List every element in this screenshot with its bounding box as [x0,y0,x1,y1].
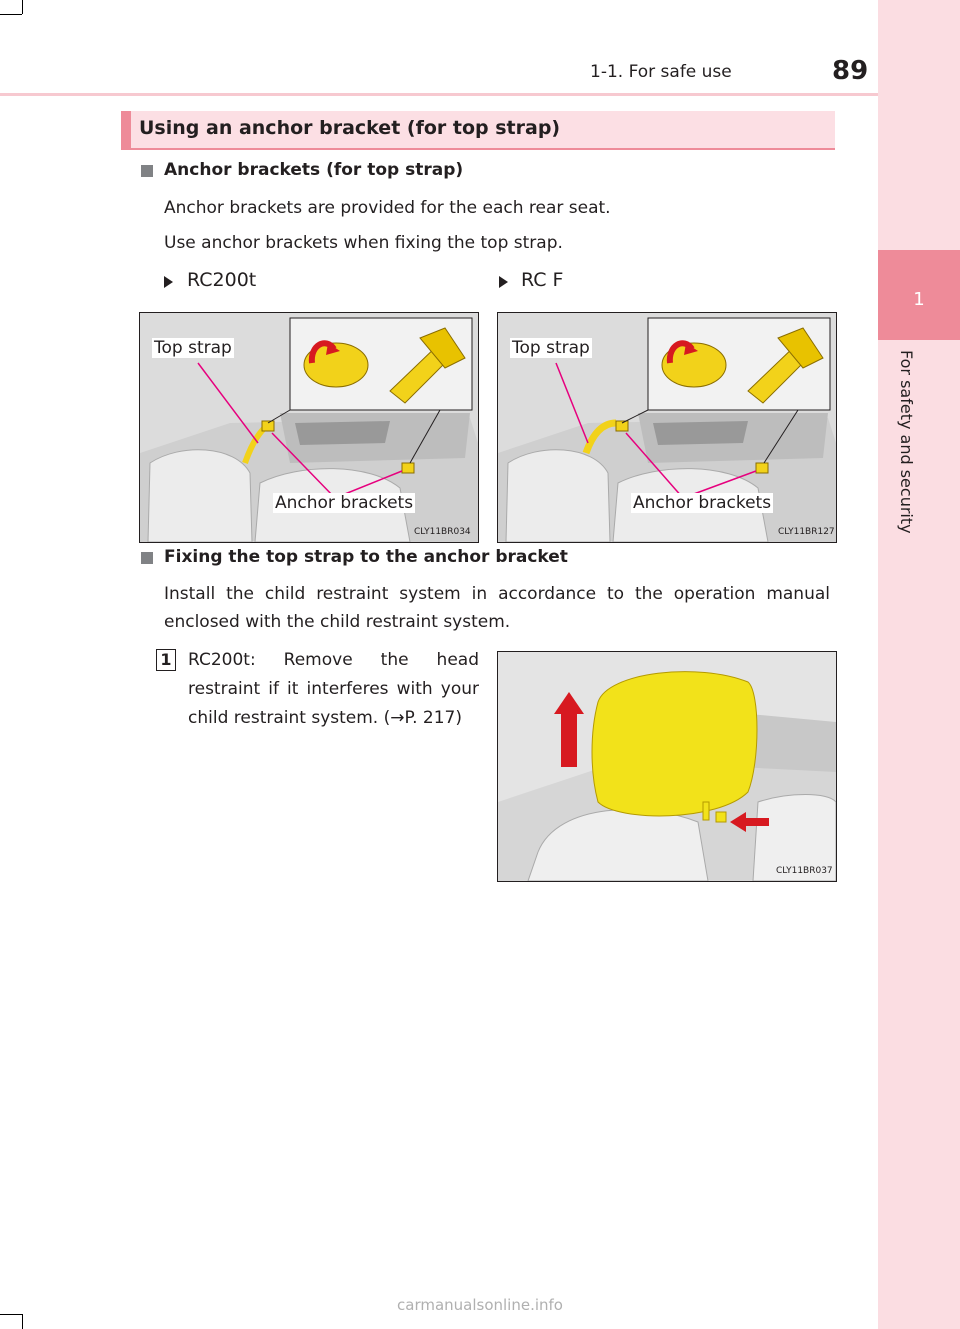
top-strap-label: Top strap [154,338,232,358]
anchor-brackets-line1: Anchor brackets are provided for the each rear seat. [164,198,611,218]
figure-code: CLY11BR127 [778,527,835,537]
section-title: Using an anchor bracket (for top strap) [139,117,561,139]
top-strap-label: Top strap [512,338,590,358]
subhead-bullet [141,165,153,177]
figure-rcf [497,312,837,543]
crop-mark [0,1314,22,1315]
fixing-text: Install the child restraint system in accordance to the operation manual enclosed with the child restraint system. [164,584,830,632]
figure-rc200t [139,312,479,543]
section-accent [121,111,131,148]
anchor-brackets-label: Anchor brackets [275,493,414,513]
step-text: RC200t: Remove the head restraint if it interferes with your child restraint system. (→P. 217) [188,650,479,728]
footer-watermark: carmanualsonline.info [397,1296,563,1314]
header-divider [0,93,878,96]
head-restraint-illustration [498,652,836,881]
model-label-rc200t: RC200t [187,269,257,291]
figure-head-restraint [497,651,837,882]
anchor-brackets-label: Anchor brackets [633,493,772,513]
step-number: 1 [156,649,176,671]
crop-mark [22,1314,23,1329]
figure-code: CLY11BR037 [776,866,833,876]
triangle-bullet-icon [164,276,173,288]
anchor-brackets-heading: Anchor brackets (for top strap) [164,160,464,180]
triangle-bullet-icon [499,276,508,288]
anchor-brackets-line2: Use anchor brackets when fixing the top strap. [164,233,563,253]
model-label-rcf: RC F [521,269,564,291]
chapter-side-tab [878,0,960,1329]
chapter-number: 1 [878,250,960,340]
chapter-title: For safety and security [897,350,916,534]
figure-code: CLY11BR034 [414,527,471,537]
subhead-bullet [141,552,153,564]
page-number: 89 [832,56,869,86]
section-title-bar [121,111,835,150]
crop-mark [0,14,22,15]
header-section-title: 1-1. For safe use [590,62,732,82]
crop-mark [22,0,23,14]
fixing-heading: Fixing the top strap to the anchor bracket [164,547,568,567]
